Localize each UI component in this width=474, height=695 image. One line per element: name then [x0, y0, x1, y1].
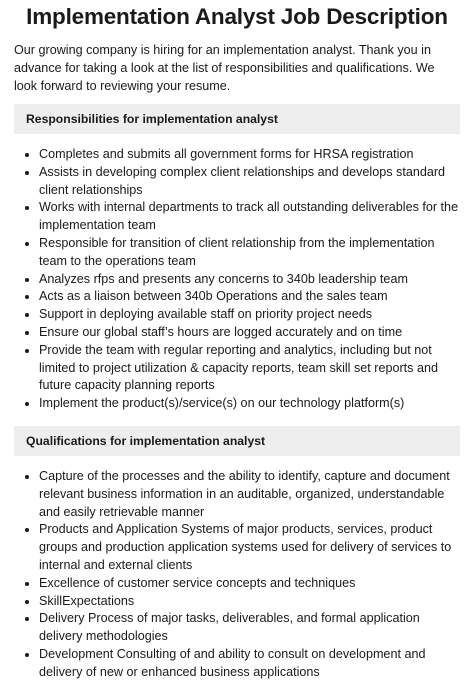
- qualification-item: • Excellence of customer service concepts and techniques: [39, 575, 460, 593]
- qualification-item: • Development Consulting of and ability to consult on development and delivery of new or enhanced business applications: [39, 646, 460, 682]
- responsibility-item: • Analyzes rfps and presents any concerns to 340b leadership team: [39, 271, 460, 289]
- responsibility-item: • Support in deploying available staff on priority project needs: [39, 306, 460, 324]
- responsibilities-heading: Responsibilities for implementation analyst: [14, 104, 460, 134]
- qualification-item: • Delivery Process of major tasks, deliverables, and formal application delivery methodologies: [39, 610, 460, 646]
- responsibility-item: • Works with internal departments to track all outstanding deliverables for the implementation team: [39, 199, 460, 235]
- qualification-item: • SkillExpectations: [39, 593, 460, 611]
- responsibility-item: • Assists in developing complex client relationships and develops standard client relationships: [39, 164, 460, 200]
- responsibilities-list: [14, 146, 460, 413]
- responsibility-item: • Responsible for transition of client relationship from the implementation team to the operations team: [39, 235, 460, 271]
- responsibility-item: • Acts as a liaison between 340b Operations and the sales team: [39, 288, 460, 306]
- qualifications-heading: Qualifications for implementation analyst: [14, 426, 460, 456]
- qualification-item: • Products and Application Systems of major products, services, product groups and production application systems used for delivery of services to internal and external clients: [39, 521, 460, 574]
- intro-paragraph: Our growing company is hiring for an implementation analyst. Thank you in advance for taking a look at the list of responsibilities and qualifications. We look forward to reviewing your resume.: [14, 43, 435, 93]
- responsibility-item: • Provide the team with regular reporting and analytics, including but not limited to project utilization & capacity reports, team skill set reports and future capacity planning reports: [39, 342, 460, 395]
- responsibility-item: • Ensure our global staff’s hours are logged accurately and on time: [39, 324, 460, 342]
- qualifications-list: [14, 468, 460, 682]
- responsibility-item: • Completes and submits all government forms for HRSA registration: [39, 146, 460, 164]
- responsibility-item: • Implement the product(s)/service(s) on our technology platform(s): [39, 395, 460, 413]
- page-title: Implementation Analyst Job Description: [26, 4, 448, 29]
- qualification-item: • Capture of the processes and the ability to identify, capture and document relevant business information in an auditable, organized, understandable and easily retrievable manner: [39, 468, 460, 521]
